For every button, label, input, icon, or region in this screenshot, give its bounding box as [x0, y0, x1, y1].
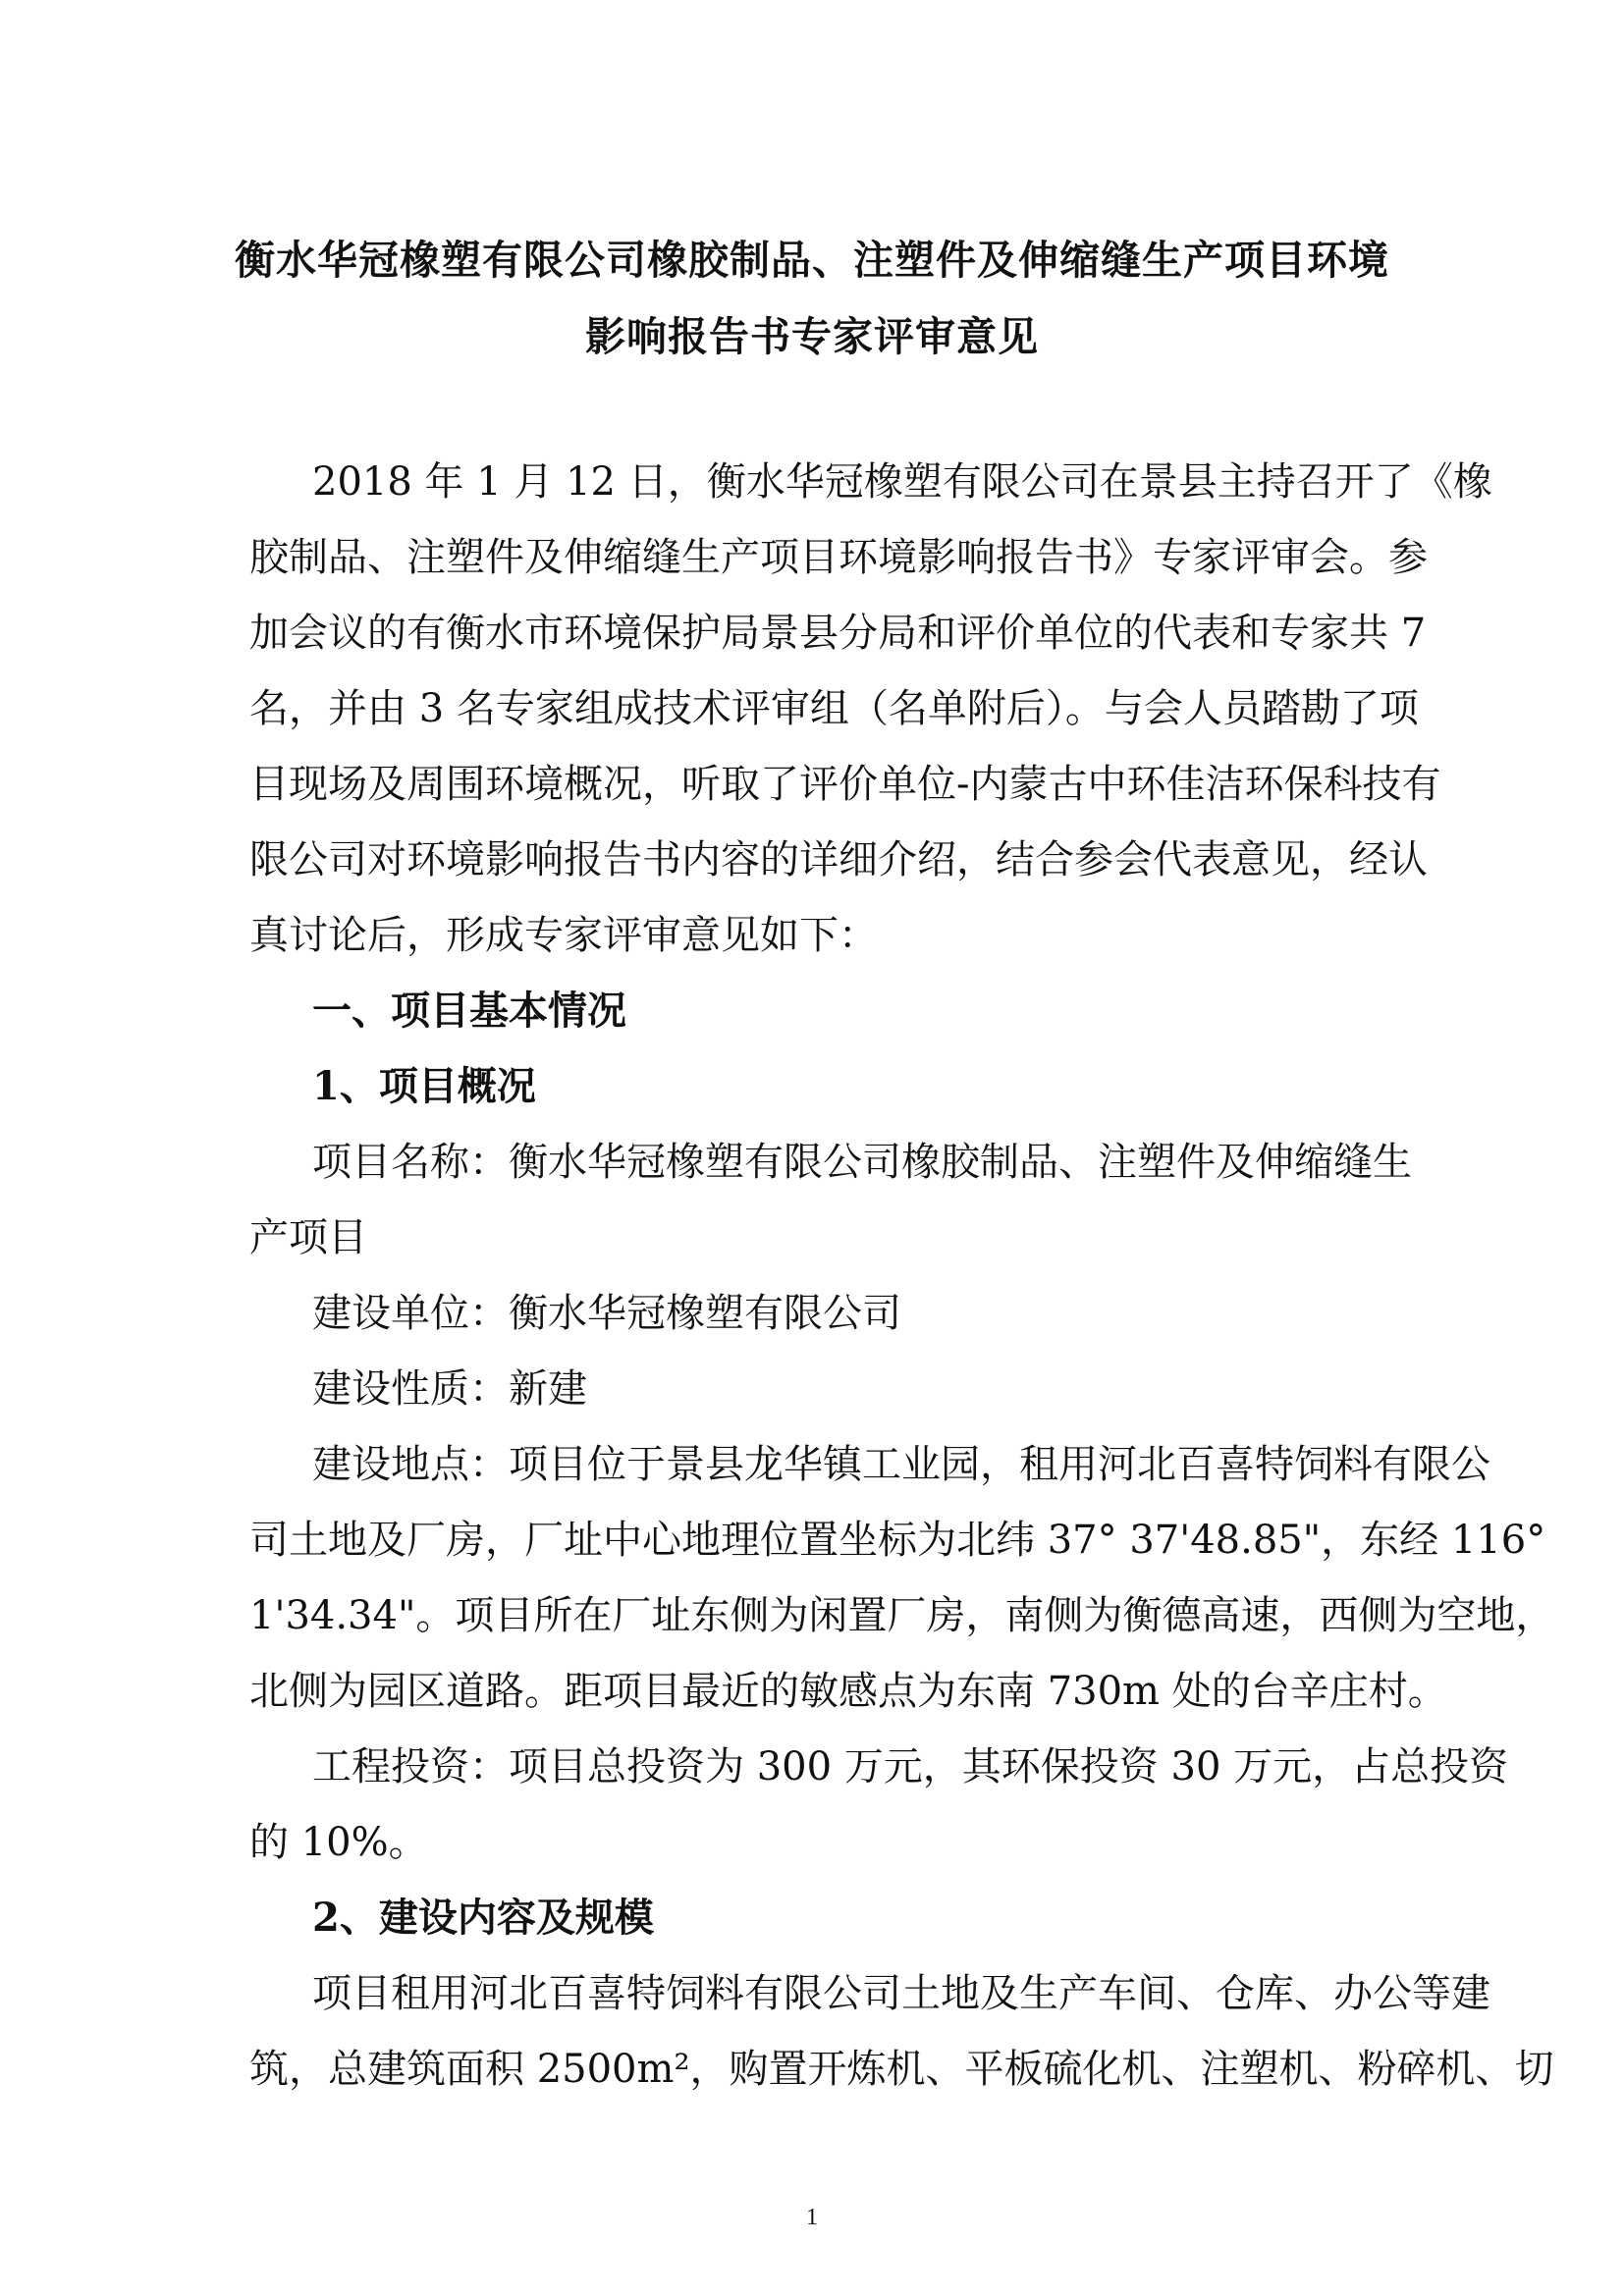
paragraph-line: 目现场及周围环境概况，听取了评价单位-内蒙古中环佳洁环保科技有: [249, 762, 1441, 807]
paragraph-line: 2018 年 1 月 12 日，衡水华冠橡塑有限公司在景县主持召开了《橡: [312, 459, 1492, 505]
subsection-heading: 2、建设内容及规模: [312, 1895, 654, 1941]
paragraph-line: 胶制品、注塑件及伸缩缝生产项目环境影响报告书》专家评审会。参: [249, 535, 1428, 580]
paragraph-line: 真讨论后，形成专家评审意见如下：: [249, 913, 878, 958]
paragraph-line: 建设地点：项目位于景县龙华镇工业园，租用河北百喜特饲料有限公: [312, 1442, 1490, 1487]
paragraph-line: 产项目: [249, 1215, 367, 1260]
paragraph-line: 司土地及厂房，厂址中心地理位置坐标为北纬 37° 37'48.85"，东经 116°: [249, 1518, 1546, 1563]
section-heading: 一、项目基本情况: [312, 988, 626, 1034]
document-title-line-1: 衡水华冠橡塑有限公司橡胶制品、注塑件及伸缩缝生产项目环境: [235, 237, 1389, 284]
paragraph-line: 限公司对环境影响报告书内容的详细介绍，结合参会代表意见，经认: [249, 837, 1428, 882]
paragraph-line: 名，并由 3 名专家组成技术评审组（名单附后）。与会人员踏勘了项: [249, 686, 1419, 731]
document-title-line-2: 影响报告书专家评审意见: [585, 313, 1039, 360]
paragraph-line: 工程投资：项目总投资为 300 万元，其环保投资 30 万元，占总投资: [312, 1744, 1509, 1789]
paragraph-line: 建设性质：新建: [312, 1366, 587, 1412]
paragraph-line: 北侧为园区道路。距项目最近的敏感点为东南 730m 处的台辛庄村。: [249, 1669, 1447, 1714]
paragraph-line: 项目名称：衡水华冠橡塑有限公司橡胶制品、注塑件及伸缩缝生: [312, 1140, 1412, 1185]
paragraph-line: 筑，总建筑面积 2500m²，购置开炼机、平板硫化机、注塑机、粉碎机、切: [249, 2047, 1554, 2092]
paragraph-line: 1'34.34"。项目所在厂址东侧为闲置厂房，南侧为衡德高速，西侧为空地，: [249, 1593, 1555, 1638]
subsection-heading: 1、项目概况: [312, 1063, 536, 1109]
paragraph-line: 项目租用河北百喜特饲料有限公司土地及生产车间、仓库、办公等建: [312, 1971, 1490, 2016]
paragraph-line: 加会议的有衡水市环境保护局景县分局和评价单位的代表和专家共 7: [249, 611, 1427, 656]
paragraph-line: 建设单位：衡水华冠橡塑有限公司: [312, 1291, 901, 1336]
page-number: 1: [806, 2205, 818, 2230]
paragraph-line: 的 10%。: [249, 1820, 428, 1865]
